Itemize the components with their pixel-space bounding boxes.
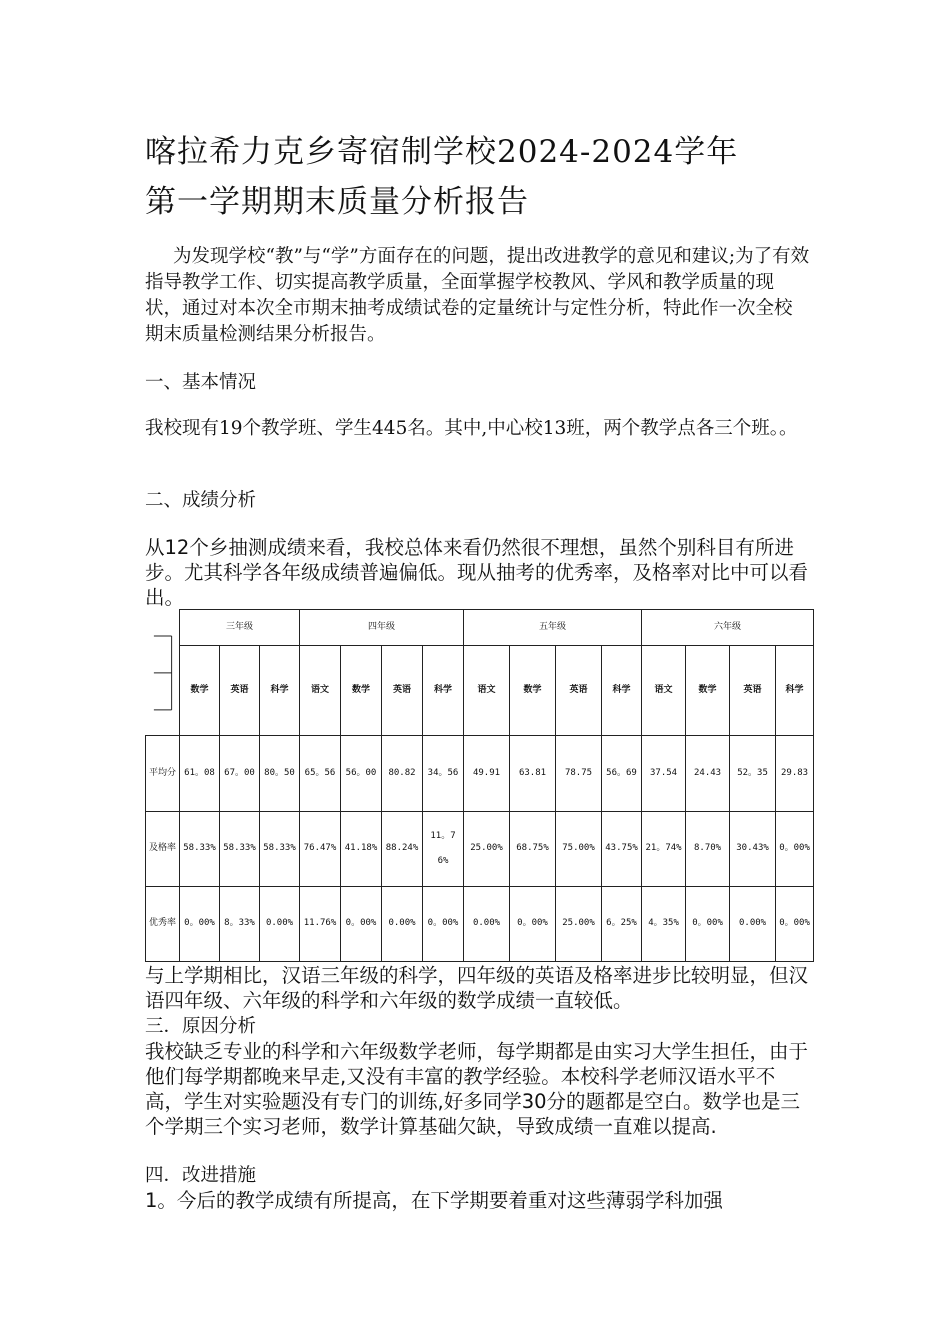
row-label: 平均分 [146, 736, 180, 811]
subject-header: 语文 [642, 646, 686, 736]
table-cell: 41.18% [341, 811, 382, 886]
table-cell: 0.00% [260, 886, 300, 961]
subject-header: 英语 [220, 646, 260, 736]
table-cell: 0。00% [180, 886, 220, 961]
title-line-1: 喀拉希力克乡寄宿制学校2024-2024学年 [145, 134, 739, 170]
table-cell: 30.43% [730, 811, 776, 886]
table-cell: 65。56 [300, 736, 341, 811]
grade-header-row [146, 610, 814, 646]
row-label: 及格率 [146, 811, 180, 886]
table-cell: 0。00% [686, 886, 730, 961]
subject-header: 科学 [602, 646, 642, 736]
table-cell: 25.00% [556, 886, 602, 961]
scores-table [145, 609, 814, 962]
table-cell: 58.33% [180, 811, 220, 886]
table-cell: 11.76% [300, 886, 341, 961]
subject-header: 数学 [686, 646, 730, 736]
subject-header: 英语 [556, 646, 602, 736]
subject-header: 数学 [510, 646, 556, 736]
table-cell: 52。35 [730, 736, 776, 811]
table-cell: 11。76% [423, 811, 464, 886]
table-cell: 0。00% [341, 886, 382, 961]
after-table-paragraph: 与上学期相比，汉语三年级的科学，四年级的英语及格率进步比较明显，但汉语四年级、六年级的科学和六年级的数学成绩一直较低。 [145, 964, 809, 1012]
table-cell: 24.43 [686, 736, 730, 811]
table-body [146, 736, 814, 962]
section-1-body: 我校现有19个教学班、学生445名。其中,中心校13班，两个教学点各三个班。。 [145, 418, 798, 439]
table-cell: 0.00% [730, 886, 776, 961]
grade-header: 三年级 [180, 610, 300, 646]
table-cell: 8.70% [686, 811, 730, 886]
table-cell: 76.47% [300, 811, 341, 886]
table-cell: 34。56 [423, 736, 464, 811]
table-cell: 58.33% [260, 811, 300, 886]
table-cell: 68.75% [510, 811, 556, 886]
table-cell: 80.82 [382, 736, 423, 811]
table-cell: 25.00% [464, 811, 510, 886]
table-cell: 0。00% [510, 886, 556, 961]
table-cell: 78.75 [556, 736, 602, 811]
table-row [146, 811, 814, 886]
subject-header: 英语 [730, 646, 776, 736]
section-2-heading: 二、成绩分析 [145, 490, 257, 511]
table-cell: 8。33% [220, 886, 260, 961]
table-cell: 4。35% [642, 886, 686, 961]
title-line-2: 第一学期期末质量分析报告 [145, 184, 529, 220]
subject-header: 科学 [423, 646, 464, 736]
corner-bracket-icon [146, 610, 180, 736]
subject-header: 语文 [464, 646, 510, 736]
table-cell: 37.54 [642, 736, 686, 811]
subject-header: 科学 [776, 646, 814, 736]
table-cell: 88.24% [382, 811, 423, 886]
table-cell: 49.91 [464, 736, 510, 811]
subject-header: 数学 [180, 646, 220, 736]
row-label: 优秀率 [146, 886, 180, 961]
subject-header: 数学 [341, 646, 382, 736]
grade-header: 五年级 [464, 610, 642, 646]
grade-header: 四年级 [300, 610, 464, 646]
corner-cell [146, 610, 180, 736]
table-cell: 0。00% [423, 886, 464, 961]
table-cell: 67。00 [220, 736, 260, 811]
table-cell: 61。08 [180, 736, 220, 811]
subject-header: 语文 [300, 646, 341, 736]
section-3-heading: 三．原因分析 [145, 1016, 257, 1037]
section-2-body: 从12个乡抽测成绩来看，我校总体来看仍然很不理想，虽然个别科目有所进步。尤其科学各年级成绩普遍偏低。现从抽考的优秀率，及格率对比中可以看出。 [145, 536, 809, 609]
table-cell: 58.33% [220, 811, 260, 886]
subject-header-row [146, 646, 814, 736]
table-cell: 21。74% [642, 811, 686, 886]
section-1-heading: 一、基本情况 [145, 372, 257, 393]
table-cell: 63.81 [510, 736, 556, 811]
table-row [146, 736, 814, 811]
table-cell: 43.75% [602, 811, 642, 886]
table-cell: 0.00% [464, 886, 510, 961]
section-3-body: 我校缺乏专业的科学和六年级数学老师，每学期都是由实习大学生担任，由于他们每学期都晚来早走,又没有丰富的教学经验。本校科学老师汉语水平不高，学生对实验题没有专门的训练,好多同学30分的题都是空白。数学也是三个学期三个实习老师，数学计算基础欠缺，导致成绩一直难以提高. [145, 1040, 809, 1138]
grade-header: 六年级 [642, 610, 814, 646]
report-title [145, 127, 845, 227]
table-cell: 56。69 [602, 736, 642, 811]
table-cell: 0。00% [776, 811, 814, 886]
subject-header: 科学 [260, 646, 300, 736]
section-4-heading: 四．改进措施 [145, 1165, 257, 1186]
section-4-item-1: 1。今后的教学成绩有所提高，在下学期要着重对这些薄弱学科加强 [145, 1189, 723, 1212]
table-cell: 80。50 [260, 736, 300, 811]
table-cell: 56。00 [341, 736, 382, 811]
table-cell: 29.83 [776, 736, 814, 811]
table-cell: 0。00% [776, 886, 814, 961]
table-cell: 0.00% [382, 886, 423, 961]
intro-paragraph: 为发现学校“教”与“学”方面存在的问题，提出改进教学的意见和建议;为了有效指导教学工作、切实提高教学质量，全面掌握学校教风、学风和教学质量的现状，通过对本次全市期末抽考成绩试卷的定量统计与定性分析，特此作一次全校期末质量检测结果分析报告。 [145, 246, 810, 345]
table-row [146, 886, 814, 961]
table-cell: 6。25% [602, 886, 642, 961]
table-cell: 75.00% [556, 811, 602, 886]
subject-header: 英语 [382, 646, 423, 736]
